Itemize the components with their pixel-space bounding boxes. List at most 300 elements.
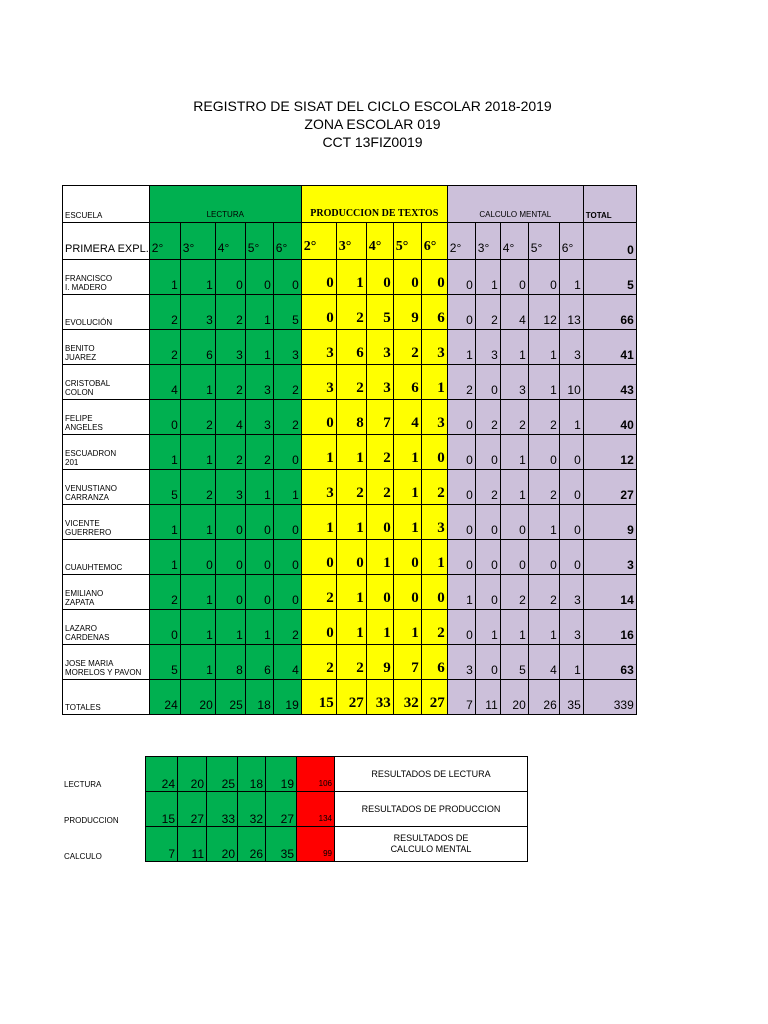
produccion-cell: 1 <box>301 435 336 470</box>
lectura-cell: 1 <box>245 610 273 645</box>
produccion-cell: 3 <box>301 330 336 365</box>
total-produccion-cell: 33 <box>366 680 393 715</box>
summary-value-cell: 35 <box>266 827 297 862</box>
grade-calculo-6: 6° <box>559 223 583 260</box>
grade-lectura-5: 5° <box>245 223 273 260</box>
school-total: 27 <box>583 470 636 505</box>
school-name <box>63 330 150 365</box>
produccion-cell: 1 <box>336 435 366 470</box>
primera-expl-total: 0 <box>583 223 636 260</box>
school-name-line-1: FELIPE <box>65 414 93 423</box>
calculo-cell: 2 <box>500 575 528 610</box>
produccion-cell: 7 <box>366 400 393 435</box>
produccion-cell: 1 <box>393 435 421 470</box>
lectura-cell: 1 <box>180 260 215 295</box>
school-name <box>63 540 150 575</box>
calculo-cell: 1 <box>447 575 475 610</box>
grade-produccion-4: 4° <box>366 223 393 260</box>
lectura-cell: 2 <box>273 610 301 645</box>
calculo-cell: 1 <box>500 330 528 365</box>
summary-sum-cell: 134 <box>297 792 335 827</box>
summary-value-cell: 32 <box>238 792 266 827</box>
lectura-cell: 1 <box>180 610 215 645</box>
calculo-cell: 1 <box>559 645 583 680</box>
school-name-line-2: JUAREZ <box>65 353 97 362</box>
summary-result-label: RESULTADOS DE PRODUCCION <box>335 792 528 827</box>
lectura-cell: 5 <box>149 645 180 680</box>
total-calculo-cell: 35 <box>559 680 583 715</box>
summary-table <box>145 756 528 862</box>
calculo-cell: 3 <box>559 330 583 365</box>
summary-row-label: LECTURA <box>64 780 102 789</box>
lectura-cell: 0 <box>245 260 273 295</box>
produccion-cell: 0 <box>393 260 421 295</box>
school-row <box>63 435 637 470</box>
grade-produccion-3: 3° <box>336 223 366 260</box>
lectura-cell: 2 <box>245 435 273 470</box>
calculo-cell: 4 <box>528 645 559 680</box>
lectura-cell: 0 <box>215 260 245 295</box>
calculo-cell: 5 <box>500 645 528 680</box>
school-name-line-1: CRISTOBAL <box>65 379 111 388</box>
calculo-cell: 0 <box>447 400 475 435</box>
school-name-line-1: CUAUHTEMOC <box>65 563 123 572</box>
total-produccion-cell: 27 <box>421 680 447 715</box>
calculo-cell: 1 <box>528 610 559 645</box>
calculo-cell: 0 <box>475 365 500 400</box>
produccion-cell: 1 <box>421 540 447 575</box>
summary-value-cell: 20 <box>178 757 207 792</box>
produccion-cell: 0 <box>301 260 336 295</box>
lectura-cell: 1 <box>180 645 215 680</box>
grade-calculo-5: 5° <box>528 223 559 260</box>
grade-lectura-4: 4° <box>215 223 245 260</box>
total-produccion-cell: 27 <box>336 680 366 715</box>
calculo-cell: 0 <box>447 435 475 470</box>
produccion-cell: 3 <box>366 365 393 400</box>
produccion-cell: 0 <box>393 575 421 610</box>
calculo-cell: 1 <box>559 260 583 295</box>
lectura-cell: 5 <box>273 295 301 330</box>
calculo-cell: 0 <box>447 610 475 645</box>
calculo-cell: 0 <box>475 435 500 470</box>
calculo-cell: 0 <box>559 435 583 470</box>
lectura-cell: 1 <box>180 435 215 470</box>
calculo-cell: 1 <box>500 610 528 645</box>
produccion-cell: 6 <box>336 330 366 365</box>
lectura-cell: 1 <box>180 365 215 400</box>
summary-row <box>146 757 528 792</box>
summary-value-cell: 24 <box>146 757 178 792</box>
calculo-cell: 0 <box>475 505 500 540</box>
calculo-cell: 0 <box>447 540 475 575</box>
calculo-cell: 0 <box>475 575 500 610</box>
lectura-cell: 3 <box>245 400 273 435</box>
produccion-cell: 0 <box>301 610 336 645</box>
school-name <box>63 575 150 610</box>
calculo-cell: 2 <box>528 575 559 610</box>
calculo-cell: 10 <box>559 365 583 400</box>
summary-value-cell: 18 <box>238 757 266 792</box>
produccion-cell: 1 <box>366 540 393 575</box>
school-total: 16 <box>583 610 636 645</box>
produccion-cell: 0 <box>421 435 447 470</box>
calculo-cell: 0 <box>528 435 559 470</box>
produccion-cell: 1 <box>421 365 447 400</box>
total-lectura-cell: 20 <box>180 680 215 715</box>
school-name-line-1: LAZARO <box>65 624 98 633</box>
school-name-line-1: EVOLUCIÓN <box>65 318 113 327</box>
lectura-cell: 1 <box>245 295 273 330</box>
school-row <box>63 260 637 295</box>
calculo-cell: 0 <box>447 470 475 505</box>
produccion-cell: 0 <box>393 540 421 575</box>
school-name <box>63 260 150 295</box>
produccion-cell: 2 <box>336 365 366 400</box>
school-name-line-1: ESCUADRON <box>65 449 117 458</box>
school-name-line-1: JOSE MARIA <box>65 659 114 668</box>
lectura-cell: 2 <box>149 295 180 330</box>
produccion-cell: 0 <box>301 540 336 575</box>
grade-lectura-6: 6° <box>273 223 301 260</box>
produccion-cell: 2 <box>366 435 393 470</box>
grade-produccion-2: 2° <box>301 223 336 260</box>
calculo-cell: 1 <box>559 400 583 435</box>
header-escuela: ESCUELA <box>63 186 150 223</box>
grade-lectura-2: 2° <box>149 223 180 260</box>
lectura-cell: 3 <box>215 470 245 505</box>
summary-value-cell: 27 <box>178 792 207 827</box>
calculo-cell: 1 <box>528 365 559 400</box>
total-produccion-cell: 15 <box>301 680 336 715</box>
produccion-cell: 0 <box>366 575 393 610</box>
school-total: 14 <box>583 575 636 610</box>
produccion-cell: 1 <box>336 575 366 610</box>
grade-produccion-6: 6° <box>421 223 447 260</box>
report-zone: ZONA ESCOLAR 019 <box>304 116 441 132</box>
summary-value-cell: 25 <box>207 757 238 792</box>
produccion-cell: 2 <box>421 470 447 505</box>
produccion-cell: 3 <box>366 330 393 365</box>
school-name-line-2: CARDENAS <box>65 633 110 642</box>
summary-row <box>146 827 528 862</box>
total-lectura-cell: 25 <box>215 680 245 715</box>
calculo-cell: 2 <box>475 470 500 505</box>
school-name-line-2: MORELOS Y PAVON <box>65 668 142 677</box>
school-name <box>63 365 150 400</box>
school-name-line-2: COLON <box>65 388 94 397</box>
lectura-cell: 4 <box>273 645 301 680</box>
lectura-cell: 0 <box>245 575 273 610</box>
produccion-cell: 1 <box>366 610 393 645</box>
grade-calculo-4: 4° <box>500 223 528 260</box>
lectura-cell: 1 <box>180 505 215 540</box>
lectura-cell: 2 <box>180 400 215 435</box>
lectura-cell: 1 <box>245 470 273 505</box>
lectura-cell: 5 <box>149 470 180 505</box>
summary-value-cell: 11 <box>178 827 207 862</box>
calculo-cell: 2 <box>500 400 528 435</box>
produccion-cell: 5 <box>366 295 393 330</box>
summary-value-cell: 27 <box>266 792 297 827</box>
calculo-cell: 13 <box>559 295 583 330</box>
total-lectura-cell: 19 <box>273 680 301 715</box>
total-lectura-cell: 18 <box>245 680 273 715</box>
school-total: 43 <box>583 365 636 400</box>
calculo-cell: 3 <box>559 610 583 645</box>
school-total: 3 <box>583 540 636 575</box>
total-calculo-cell: 20 <box>500 680 528 715</box>
grade-produccion-5: 5° <box>393 223 421 260</box>
lectura-cell: 0 <box>273 575 301 610</box>
calculo-cell: 1 <box>475 610 500 645</box>
lectura-cell: 1 <box>273 470 301 505</box>
school-name <box>63 505 150 540</box>
produccion-cell: 0 <box>301 295 336 330</box>
school-row <box>63 610 637 645</box>
summary-row-label: PRODUCCION <box>64 816 119 825</box>
grade-calculo-2: 2° <box>447 223 475 260</box>
lectura-cell: 0 <box>245 505 273 540</box>
calculo-cell: 3 <box>559 575 583 610</box>
header-calculo: CALCULO MENTAL <box>447 186 583 223</box>
school-row <box>63 540 637 575</box>
header-lectura: LECTURA <box>149 186 301 223</box>
calculo-cell: 3 <box>447 645 475 680</box>
calculo-cell: 2 <box>528 400 559 435</box>
lectura-cell: 0 <box>245 540 273 575</box>
calculo-cell: 2 <box>447 365 475 400</box>
calculo-cell: 0 <box>475 645 500 680</box>
summary-row-label: CALCULO <box>64 852 102 861</box>
produccion-cell: 1 <box>336 610 366 645</box>
lectura-cell: 0 <box>149 400 180 435</box>
lectura-cell: 6 <box>245 645 273 680</box>
produccion-cell: 0 <box>366 260 393 295</box>
lectura-cell: 3 <box>180 295 215 330</box>
header-produccion: PRODUCCION DE TEXTOS <box>301 186 447 223</box>
produccion-cell: 6 <box>421 645 447 680</box>
school-name-line-2: I. MADERO <box>65 283 107 292</box>
school-row <box>63 400 637 435</box>
calculo-cell: 0 <box>500 260 528 295</box>
produccion-cell: 2 <box>336 470 366 505</box>
calculo-cell: 1 <box>447 330 475 365</box>
lectura-cell: 0 <box>180 540 215 575</box>
calculo-cell: 1 <box>528 330 559 365</box>
produccion-cell: 7 <box>393 645 421 680</box>
calculo-cell: 2 <box>475 400 500 435</box>
lectura-cell: 1 <box>215 610 245 645</box>
produccion-cell: 0 <box>421 260 447 295</box>
lectura-cell: 6 <box>180 330 215 365</box>
lectura-cell: 3 <box>273 330 301 365</box>
lectura-cell: 1 <box>149 260 180 295</box>
produccion-cell: 1 <box>301 505 336 540</box>
lectura-cell: 2 <box>273 400 301 435</box>
produccion-cell: 2 <box>301 575 336 610</box>
school-row <box>63 505 637 540</box>
school-row <box>63 365 637 400</box>
produccion-cell: 0 <box>421 575 447 610</box>
lectura-cell: 2 <box>149 575 180 610</box>
calculo-cell: 0 <box>500 540 528 575</box>
school-total: 9 <box>583 505 636 540</box>
school-name-line-1: FRANCISCO <box>65 274 113 283</box>
primera-expl-label: PRIMERA EXPL. <box>63 223 150 260</box>
calculo-cell: 0 <box>559 540 583 575</box>
header-row <box>63 186 637 223</box>
calculo-cell: 2 <box>475 295 500 330</box>
grade-row <box>63 223 637 260</box>
totals-label: TOTALES <box>63 680 150 715</box>
lectura-cell: 2 <box>273 365 301 400</box>
lectura-cell: 8 <box>215 645 245 680</box>
produccion-cell: 6 <box>393 365 421 400</box>
lectura-cell: 1 <box>149 540 180 575</box>
produccion-cell: 0 <box>366 505 393 540</box>
lectura-cell: 0 <box>273 260 301 295</box>
summary-row <box>146 792 528 827</box>
lectura-cell: 1 <box>245 330 273 365</box>
calculo-cell: 0 <box>475 540 500 575</box>
calculo-cell: 0 <box>500 505 528 540</box>
produccion-cell: 2 <box>421 610 447 645</box>
lectura-cell: 3 <box>215 330 245 365</box>
school-name-line-2: CARRANZA <box>65 493 110 502</box>
produccion-cell: 3 <box>301 365 336 400</box>
school-name-line-1: EMILIANO <box>65 589 104 598</box>
calculo-cell: 0 <box>528 260 559 295</box>
calculo-cell: 0 <box>528 540 559 575</box>
school-total: 12 <box>583 435 636 470</box>
summary-result-label: RESULTADOS DE CALCULO MENTAL <box>335 827 528 862</box>
produccion-cell: 3 <box>421 400 447 435</box>
calculo-cell: 0 <box>559 470 583 505</box>
produccion-cell: 9 <box>366 645 393 680</box>
calculo-cell: 1 <box>528 505 559 540</box>
school-total: 66 <box>583 295 636 330</box>
calculo-cell: 0 <box>559 505 583 540</box>
produccion-cell: 1 <box>393 470 421 505</box>
produccion-cell: 0 <box>301 400 336 435</box>
school-name-line-2: ANGELES <box>65 423 103 432</box>
calculo-cell: 0 <box>447 295 475 330</box>
summary-value-cell: 26 <box>238 827 266 862</box>
lectura-cell: 2 <box>215 365 245 400</box>
lectura-cell: 1 <box>149 505 180 540</box>
school-name-line-1: VICENTE <box>65 519 100 528</box>
produccion-cell: 2 <box>366 470 393 505</box>
school-name-line-2: ZAPATA <box>65 598 95 607</box>
lectura-cell: 3 <box>245 365 273 400</box>
summary-sum-cell: 106 <box>297 757 335 792</box>
lectura-cell: 0 <box>273 540 301 575</box>
lectura-cell: 0 <box>149 610 180 645</box>
grand-total: 339 <box>583 680 636 715</box>
report-title: REGISTRO DE SISAT DEL CICLO ESCOLAR 2018-2019 <box>193 98 552 114</box>
produccion-cell: 8 <box>336 400 366 435</box>
calculo-cell: 3 <box>500 365 528 400</box>
produccion-cell: 2 <box>336 295 366 330</box>
lectura-cell: 0 <box>273 435 301 470</box>
school-row <box>63 575 637 610</box>
calculo-cell: 3 <box>475 330 500 365</box>
produccion-cell: 9 <box>393 295 421 330</box>
school-total: 5 <box>583 260 636 295</box>
total-calculo-cell: 26 <box>528 680 559 715</box>
school-name <box>63 610 150 645</box>
school-row <box>63 470 637 505</box>
school-name-line-1: VENUSTIANO <box>65 484 118 493</box>
school-name <box>63 470 150 505</box>
total-lectura-cell: 24 <box>149 680 180 715</box>
calculo-cell: 12 <box>528 295 559 330</box>
grade-calculo-3: 3° <box>475 223 500 260</box>
lectura-cell: 1 <box>180 575 215 610</box>
lectura-cell: 2 <box>180 470 215 505</box>
school-name <box>63 645 150 680</box>
school-name-line-2: 201 <box>65 458 79 467</box>
total-produccion-cell: 32 <box>393 680 421 715</box>
produccion-cell: 6 <box>421 295 447 330</box>
calculo-cell: 1 <box>500 435 528 470</box>
total-calculo-cell: 11 <box>475 680 500 715</box>
produccion-cell: 3 <box>421 330 447 365</box>
school-row <box>63 330 637 365</box>
lectura-cell: 1 <box>149 435 180 470</box>
summary-value-cell: 20 <box>207 827 238 862</box>
lectura-cell: 2 <box>215 435 245 470</box>
sisat-table <box>62 185 637 715</box>
produccion-cell: 4 <box>393 400 421 435</box>
lectura-cell: 0 <box>215 540 245 575</box>
lectura-cell: 0 <box>215 505 245 540</box>
produccion-cell: 3 <box>301 470 336 505</box>
produccion-cell: 1 <box>393 505 421 540</box>
lectura-cell: 0 <box>273 505 301 540</box>
school-total: 63 <box>583 645 636 680</box>
summary-result-label: RESULTADOS DE LECTURA <box>335 757 528 792</box>
school-name <box>63 435 150 470</box>
school-row <box>63 645 637 680</box>
summary-value-cell: 7 <box>146 827 178 862</box>
lectura-cell: 2 <box>149 330 180 365</box>
lectura-cell: 4 <box>215 400 245 435</box>
calculo-cell: 0 <box>447 505 475 540</box>
school-total: 41 <box>583 330 636 365</box>
lectura-cell: 2 <box>215 295 245 330</box>
school-name <box>63 400 150 435</box>
school-name-line-2: GUERRERO <box>65 528 112 537</box>
school-row <box>63 295 637 330</box>
totals-row <box>63 680 637 715</box>
produccion-cell: 2 <box>393 330 421 365</box>
calculo-cell: 1 <box>500 470 528 505</box>
produccion-cell: 0 <box>336 540 366 575</box>
produccion-cell: 2 <box>336 645 366 680</box>
school-total: 40 <box>583 400 636 435</box>
calculo-cell: 2 <box>528 470 559 505</box>
produccion-cell: 1 <box>336 260 366 295</box>
produccion-cell: 1 <box>393 610 421 645</box>
report-cct: CCT 13FIZ0019 <box>322 134 423 150</box>
grade-lectura-3: 3° <box>180 223 215 260</box>
school-name-line-1: BENITO <box>65 344 95 353</box>
total-calculo-cell: 7 <box>447 680 475 715</box>
summary-value-cell: 19 <box>266 757 297 792</box>
calculo-cell: 1 <box>475 260 500 295</box>
